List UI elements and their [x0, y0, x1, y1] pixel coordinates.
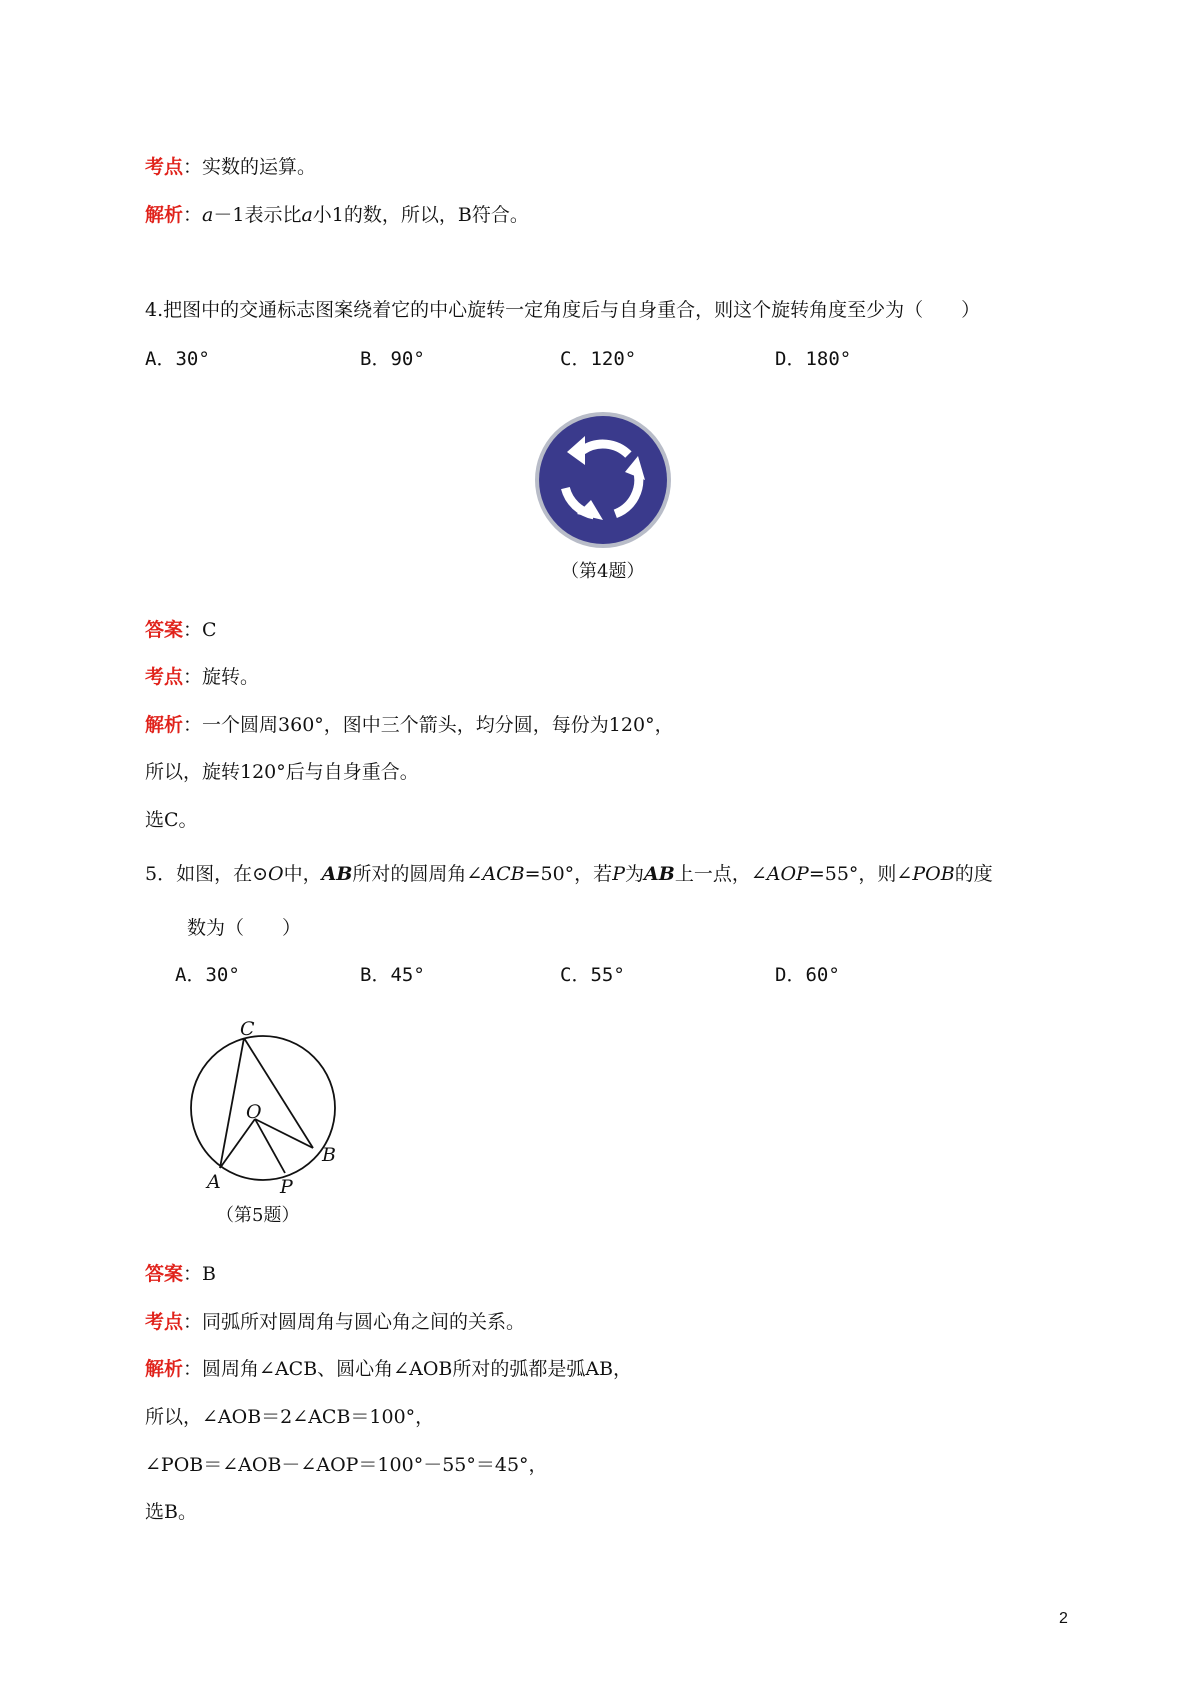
daan-label: 答案 — [145, 1263, 184, 1285]
q4-answer: C — [202, 619, 217, 641]
q5-jiexi-4: 选B。 — [145, 1501, 197, 1523]
q4-stem: 4.把图中的交通标志图案绕着它的中心旋转一定角度后与自身重合，则这个旋转角度至少为（ ） — [145, 299, 981, 321]
q4-kaodian-text: 旋转。 — [202, 666, 260, 688]
q5-kaodian-text: 同弧所对圆周角与圆心角之间的关系。 — [202, 1311, 526, 1333]
q4-kaodian-line — [145, 665, 259, 689]
q5-option-a: A．30° — [175, 964, 240, 986]
q5-stem-part: 的度 — [954, 863, 993, 885]
q5-arc-AB: AB — [321, 863, 353, 885]
q5-stem-part: 所对的圆周角∠ — [352, 863, 483, 885]
label-C: C — [240, 1018, 255, 1040]
colon: ： — [183, 1358, 203, 1380]
colon: ： — [183, 204, 203, 226]
kaodian-label: 考点 — [145, 156, 184, 178]
page-number: 2 — [1059, 1610, 1068, 1627]
q3-kaodian-line — [145, 155, 316, 179]
q4-jiexi-line — [145, 713, 674, 737]
figure-lines — [220, 1038, 313, 1173]
q4-option-a: A．30° — [145, 348, 210, 370]
q5-arc-AB: AB — [644, 863, 675, 885]
q5-stem — [145, 862, 993, 886]
q5-option-b: B．45° — [360, 964, 425, 986]
q5-answer: B — [202, 1263, 216, 1285]
q5-var-P: P — [612, 863, 625, 885]
q5-stem-part: 为 — [624, 863, 644, 885]
q5-option-c: C．55° — [560, 964, 625, 986]
label-P: P — [280, 1176, 293, 1198]
kaodian-label: 考点 — [145, 666, 184, 688]
colon: ： — [183, 156, 203, 178]
q5-var-O: O — [268, 863, 284, 885]
q4-caption: （第4题） — [561, 561, 645, 582]
jiexi-label: 解析 — [145, 204, 184, 226]
colon: ： — [183, 619, 203, 641]
sign-disc — [539, 416, 667, 544]
q5-stem-part: =55°，则∠ — [808, 863, 913, 885]
q4-jiexi-1: 一个圆周360°，图中三个箭头，均分圆，每份为120°， — [202, 714, 674, 736]
roundabout-sign-figure — [533, 410, 673, 550]
kaodian-label: 考点 — [145, 1311, 184, 1333]
q5-jiexi-line — [145, 1357, 632, 1381]
q4-jiexi-3: 选C。 — [145, 809, 198, 831]
colon: ： — [183, 1311, 203, 1333]
q3-jiexi-line — [145, 203, 529, 227]
q3-var-a2: a — [301, 204, 313, 226]
q4-option-b: B．90° — [360, 348, 425, 370]
q5-stem-part: =50°，若 — [524, 863, 613, 885]
q5-jiexi-3: ∠POB＝∠AOB－∠AOP＝100°－55°＝45°， — [145, 1454, 548, 1476]
circle-O — [191, 1036, 335, 1180]
q5-stem-part: 5．如图，在⊙ — [145, 863, 269, 885]
q3-jiexi-expr: －1表示比 — [213, 204, 302, 226]
jiexi-label: 解析 — [145, 1358, 184, 1380]
colon: ： — [183, 666, 203, 688]
q5-angle-AOP: AOP — [766, 863, 809, 885]
q5-caption: （第5题） — [216, 1205, 300, 1226]
q4-jiexi-2: 所以，旋转120°后与自身重合。 — [145, 761, 419, 783]
q5-stem-2: 数为（ ） — [187, 917, 302, 939]
q5-jiexi-2: 所以，∠AOB＝2∠ACB＝100°， — [145, 1406, 435, 1428]
q5-jiexi-1: 圆周角∠ACB、圆心角∠AOB所对的弧都是弧AB， — [202, 1358, 633, 1380]
q3-kaodian-text: 实数的运算。 — [202, 156, 317, 178]
q4-option-d: D．180° — [775, 348, 852, 370]
label-O: O — [246, 1101, 262, 1123]
colon: ： — [183, 1263, 203, 1285]
circle-geometry-figure — [180, 1015, 350, 1205]
q3-jiexi-rest: 小1的数，所以，B符合。 — [312, 204, 529, 226]
q4-option-c: C．120° — [560, 348, 637, 370]
jiexi-label: 解析 — [145, 714, 184, 736]
q5-angle-ACB: ACB — [482, 863, 525, 885]
label-B: B — [322, 1144, 336, 1166]
q3-var-a: a — [202, 204, 214, 226]
q5-stem-part: 上一点，∠ — [674, 863, 767, 885]
q5-stem-part: 中， — [283, 863, 322, 885]
q5-answer-line — [145, 1262, 216, 1286]
colon: ： — [183, 714, 203, 736]
q5-kaodian-line — [145, 1310, 525, 1334]
q5-option-d: D．60° — [775, 964, 840, 986]
q5-angle-POB: POB — [912, 863, 955, 885]
label-A: A — [207, 1171, 221, 1193]
daan-label: 答案 — [145, 619, 184, 641]
q4-answer-line — [145, 618, 217, 642]
